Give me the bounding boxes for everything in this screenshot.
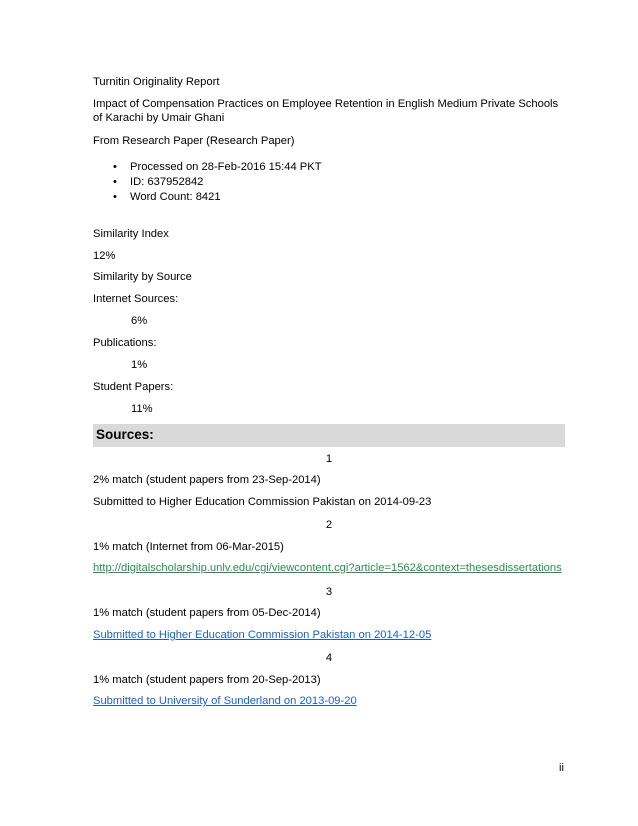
- list-item: [93, 175, 322, 190]
- processed-date: Processed on 28-Feb-2016 15:44 PKT: [130, 161, 322, 173]
- source-number: 4: [325, 652, 333, 664]
- source-match: 1% match (student papers from 20-Sep-2013): [93, 674, 321, 686]
- publications-label: Publications:: [93, 337, 157, 349]
- source-match: 1% match (student papers from 05-Dec-2014): [93, 607, 321, 619]
- source-text: Submitted to Higher Education Commission Pakistan on 2014-09-23: [93, 496, 432, 508]
- report-title: Turnitin Originality Report: [93, 76, 220, 88]
- report-id: ID: 637952842: [130, 176, 204, 188]
- source-number: 3: [325, 586, 333, 598]
- bullet-icon: •: [113, 176, 117, 188]
- source-link[interactable]: Submitted to Higher Education Commission Pakistan on 2014-12-05: [93, 629, 432, 641]
- paper-source: From Research Paper (Research Paper): [93, 135, 295, 147]
- similarity-by-source-label: Similarity by Source: [93, 271, 192, 283]
- source-match: 2% match (student papers from 23-Sep-2014): [93, 474, 321, 486]
- publications-value: 1%: [131, 359, 148, 371]
- report-details-list: [93, 160, 322, 205]
- page-number: ii: [559, 762, 564, 774]
- bullet-icon: •: [113, 191, 117, 203]
- source-match: 1% match (Internet from 06-Mar-2015): [93, 541, 284, 553]
- internet-sources-label: Internet Sources:: [93, 293, 179, 305]
- source-link[interactable]: Submitted to University of Sunderland on 2013-09-20: [93, 695, 357, 707]
- bullet-icon: •: [113, 161, 117, 173]
- sources-header: [93, 424, 565, 447]
- list-item: [93, 190, 322, 205]
- word-count: Word Count: 8421: [130, 191, 221, 203]
- similarity-index-value: 12%: [93, 250, 116, 262]
- student-papers-label: Student Papers:: [93, 381, 174, 393]
- source-number: 1: [325, 453, 333, 465]
- paper-title: Impact of Compensation Practices on Employee Retention in English Medium Private Schools of Karachi by Umair Ghani: [93, 98, 559, 124]
- student-papers-value: 11%: [131, 403, 153, 415]
- list-item: [93, 160, 322, 175]
- similarity-index-label: Similarity Index: [93, 228, 169, 240]
- source-number: 2: [325, 519, 333, 531]
- internet-sources-value: 6%: [131, 315, 148, 327]
- sources-heading: Sources:: [96, 427, 154, 442]
- source-link[interactable]: http://digitalscholarship.unlv.edu/cgi/viewcontent.cgi?article=1562&context=thesesdissertations: [93, 562, 562, 574]
